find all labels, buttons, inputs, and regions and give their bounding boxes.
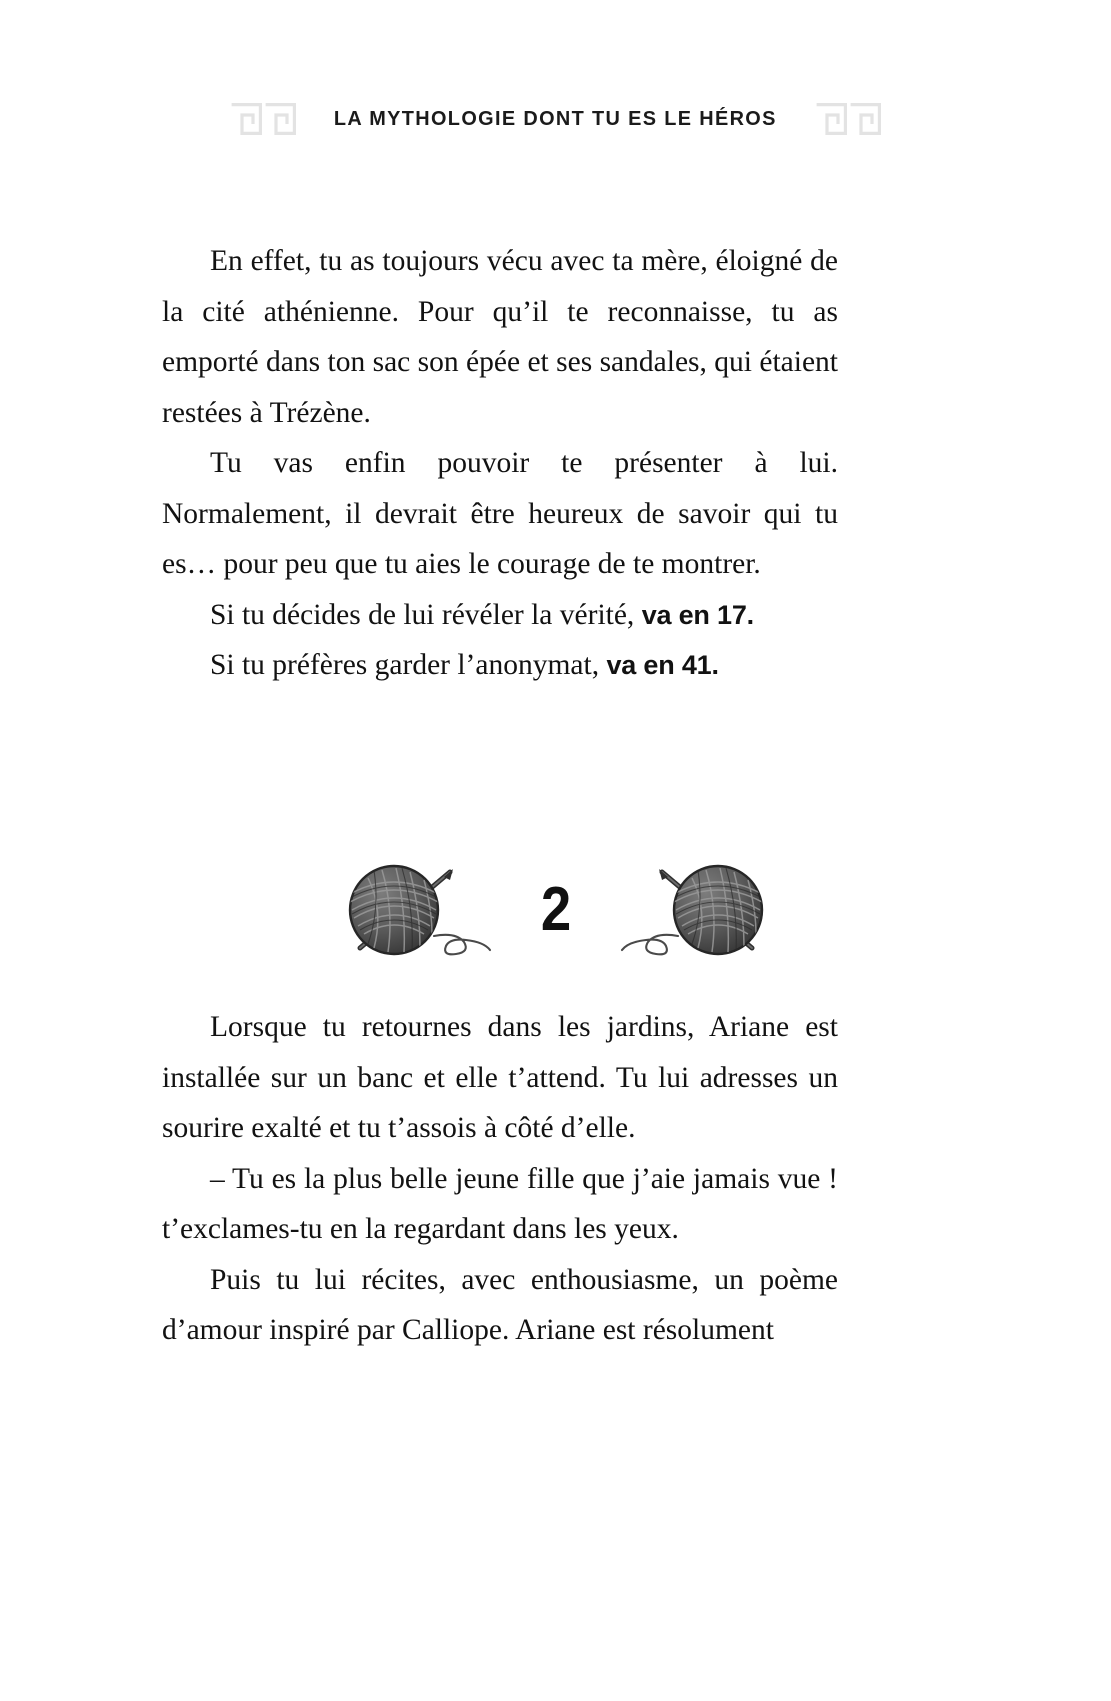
paragraph: Lorsque tu retournes dans les jardins, Ariane est installée sur un banc et elle t’attend. Tu lui adresses un sourire exalté et tu t’assois à côté d’elle. [162,1011,838,1144]
choice-line [162,590,838,641]
choice-lead: Si tu préfères garder l’anonymat, [210,649,607,681]
chapter-number: 2 [540,875,571,944]
paragraph: Puis tu lui récites, avec enthousiasme, un poème d’amour inspiré par Calliope. Ariane est résolument [162,1263,838,1346]
running-head [0,98,1111,140]
body-text-top [162,236,838,691]
choice-line [162,640,838,691]
choice-tail: . [746,599,754,630]
goto-reference[interactable]: va en 41 [606,650,712,680]
paragraph: – Tu es la plus belle jeune fille que j’aie jamais vue ! t’exclames-tu en la regardant dans les yeux. [162,1162,838,1245]
goto-reference[interactable]: va en 17 [641,599,747,630]
yarn-ball-icon [324,836,500,976]
greek-key-meander-ornament [814,102,882,136]
paragraph: Tu vas enfin pouvoir te présenter à lui. Normalement, il devrait être heureux de savoir qui tu es… pour peu que tu aies le courage de te montrer. [162,447,838,580]
chapter-divider [0,836,1111,976]
body-text-bottom [162,1002,838,1356]
paragraph: En effet, tu as toujours vécu avec ta mère, éloigné de la cité athénienne. Pour qu’il te reconnaisse, tu as emporté dans ton sac son épée et ses sandales, qui étaient restées à Trézène. [162,245,838,429]
greek-key-meander-ornament [229,102,297,136]
yarn-ball-icon [612,836,788,976]
choice-tail: . [711,650,719,680]
running-head-title: LA MYTHOLOGIE DONT TU ES LE HÉROS [334,107,777,130]
choice-lead: Si tu décides de lui révéler la vérité, [210,598,642,631]
